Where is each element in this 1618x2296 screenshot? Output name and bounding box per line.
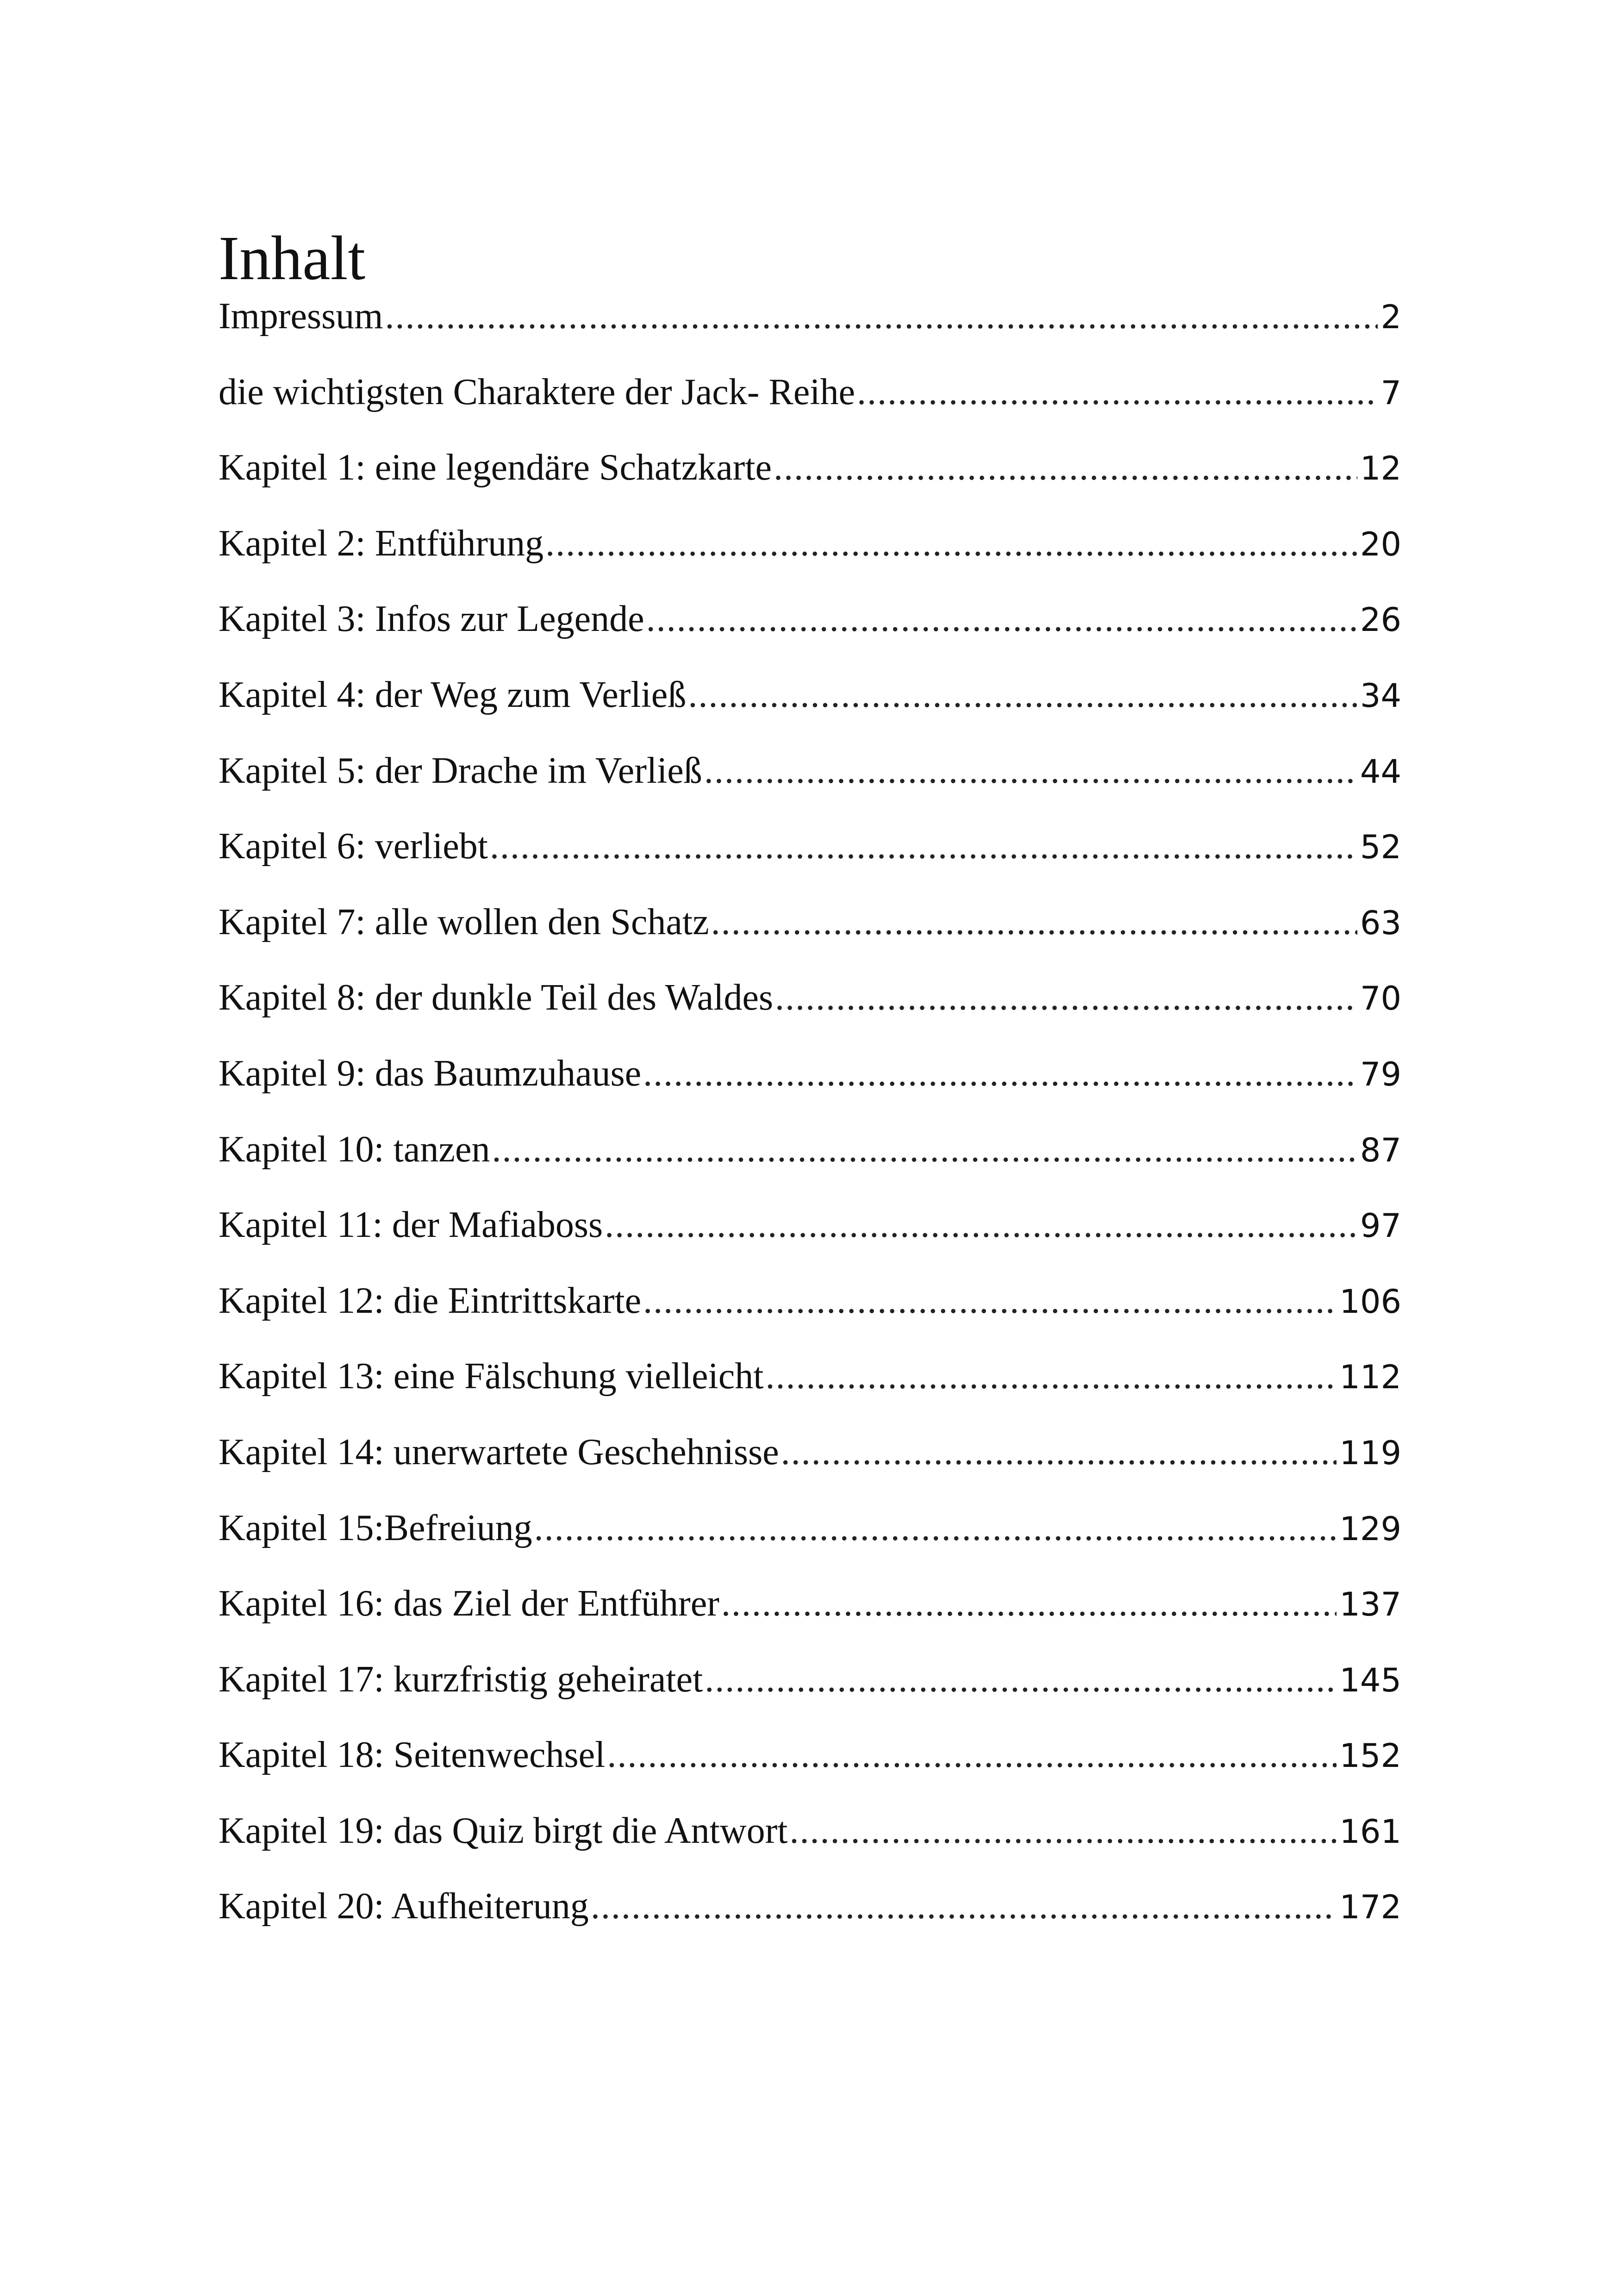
- toc-entry-title: Kapitel 17: kurzfristig geheiratet: [219, 1659, 703, 1700]
- toc-dot-leader: [591, 1881, 1337, 1932]
- toc-dot-leader: [643, 1275, 1337, 1326]
- toc-dot-leader: [688, 669, 1357, 720]
- toc-entry-title: Kapitel 14: unerwartete Geschehnisse: [219, 1431, 779, 1472]
- toc-entry-title: Kapitel 3: Infos zur Legende: [219, 599, 644, 640]
- toc-dot-leader: [534, 1503, 1337, 1554]
- toc-entry-page-number: 112: [1339, 1358, 1401, 1397]
- toc-entry[interactable]: [219, 1427, 1401, 1503]
- toc-dot-leader: [646, 593, 1357, 644]
- toc-entry-page-number: 137: [1339, 1585, 1401, 1624]
- toc-entry-page-number: 161: [1339, 1812, 1401, 1851]
- toc-entry-title: Kapitel 13: eine Fälschung vielleicht: [219, 1356, 764, 1397]
- toc-entry-title: Kapitel 7: alle wollen den Schatz: [219, 901, 709, 942]
- toc-dot-leader: [711, 897, 1357, 948]
- toc-entry-title: Kapitel 5: der Drache im Verließ: [219, 750, 702, 791]
- toc-entry-page-number: 7: [1381, 374, 1401, 412]
- toc-dot-leader: [643, 1048, 1357, 1099]
- toc-entry-page-number: 152: [1339, 1737, 1401, 1775]
- toc-entry-title: Kapitel 1: eine legendäre Schatzkarte: [219, 447, 772, 488]
- toc-dot-leader: [857, 367, 1378, 418]
- toc-entry[interactable]: [219, 1729, 1401, 1805]
- toc-entry-page-number: 26: [1360, 601, 1401, 639]
- toc-entry-page-number: 34: [1360, 676, 1401, 715]
- toc-entry-title: Kapitel 9: das Baumzuhause: [219, 1053, 642, 1094]
- toc-list: [219, 291, 1401, 1957]
- toc-dot-leader: [704, 745, 1357, 796]
- toc-entry-title: Kapitel 8: der dunkle Teil des Waldes: [219, 977, 774, 1018]
- toc-entry-page-number: 2: [1381, 298, 1401, 336]
- toc-entry[interactable]: [219, 1199, 1401, 1275]
- toc-entry-title: Kapitel 20: Aufheiterung: [219, 1886, 589, 1927]
- toc-entry[interactable]: [219, 669, 1401, 745]
- toc-entry-page-number: 129: [1339, 1510, 1401, 1548]
- toc-dot-leader: [781, 1427, 1337, 1478]
- toc-heading: Inhalt: [219, 224, 366, 293]
- toc-dot-leader: [490, 821, 1357, 872]
- toc-entry[interactable]: [219, 972, 1401, 1048]
- toc-dot-leader: [705, 1654, 1337, 1705]
- toc-entry[interactable]: [219, 1881, 1401, 1957]
- toc-entry[interactable]: [219, 1578, 1401, 1654]
- toc-entry[interactable]: [219, 291, 1401, 367]
- toc-entry-title: Kapitel 6: verliebt: [219, 826, 488, 867]
- toc-entry[interactable]: [219, 1275, 1401, 1351]
- toc-dot-leader: [607, 1729, 1337, 1780]
- toc-entry-title: Kapitel 4: der Weg zum Verließ: [219, 674, 687, 715]
- toc-entry-title: Kapitel 11: der Mafiaboss: [219, 1204, 603, 1246]
- toc-entry[interactable]: [219, 442, 1401, 518]
- toc-entry-page-number: 70: [1360, 980, 1401, 1018]
- toc-entry[interactable]: [219, 821, 1401, 897]
- toc-entry[interactable]: [219, 745, 1401, 821]
- toc-entry-page-number: 87: [1360, 1131, 1401, 1169]
- toc-entry-title: Kapitel 19: das Quiz birgt die Antwort: [219, 1810, 788, 1851]
- toc-entry-title: Kapitel 18: Seitenwechsel: [219, 1734, 606, 1776]
- toc-dot-leader: [775, 972, 1357, 1023]
- toc-entry-page-number: 44: [1360, 752, 1401, 791]
- toc-entry[interactable]: [219, 897, 1401, 973]
- toc-dot-leader: [605, 1199, 1357, 1250]
- toc-entry[interactable]: [219, 367, 1401, 443]
- toc-entry-page-number: 20: [1360, 525, 1401, 563]
- toc-entry-title: Kapitel 10: tanzen: [219, 1129, 490, 1170]
- toc-entry-page-number: 63: [1360, 904, 1401, 942]
- toc-dot-leader: [774, 442, 1357, 493]
- toc-entry[interactable]: [219, 593, 1401, 669]
- toc-entry-page-number: 106: [1339, 1282, 1401, 1321]
- toc-entry-page-number: 145: [1339, 1661, 1401, 1699]
- toc-entry[interactable]: [219, 1805, 1401, 1881]
- toc-entry-page-number: 12: [1360, 449, 1401, 488]
- toc-dot-leader: [721, 1578, 1337, 1629]
- toc-dot-leader: [385, 291, 1378, 342]
- toc-entry-page-number: 97: [1360, 1207, 1401, 1245]
- toc-entry[interactable]: [219, 1654, 1401, 1730]
- toc-entry-title: Kapitel 15:Befreiung: [219, 1507, 532, 1548]
- toc-dot-leader: [492, 1124, 1357, 1175]
- toc-dot-leader: [545, 518, 1357, 569]
- toc-entry[interactable]: [219, 518, 1401, 594]
- toc-entry-page-number: 172: [1339, 1888, 1401, 1927]
- toc-entry-title: Kapitel 2: Entführung: [219, 523, 544, 564]
- toc-entry[interactable]: [219, 1351, 1401, 1427]
- toc-dot-leader: [765, 1351, 1337, 1402]
- toc-entry-title: Kapitel 12: die Eintrittskarte: [219, 1280, 642, 1321]
- toc-entry-title: die wichtigsten Charaktere der Jack- Reihe: [219, 371, 855, 412]
- toc-entry-title: Kapitel 16: das Ziel der Entführer: [219, 1583, 719, 1624]
- toc-entry-page-number: 119: [1339, 1434, 1401, 1472]
- toc-entry-title: Impressum: [219, 296, 383, 337]
- toc-dot-leader: [789, 1805, 1337, 1856]
- toc-entry-page-number: 52: [1360, 828, 1401, 867]
- toc-entry[interactable]: [219, 1124, 1401, 1200]
- toc-entry-page-number: 79: [1360, 1055, 1401, 1093]
- toc-entry[interactable]: [219, 1503, 1401, 1578]
- toc-entry[interactable]: [219, 1048, 1401, 1124]
